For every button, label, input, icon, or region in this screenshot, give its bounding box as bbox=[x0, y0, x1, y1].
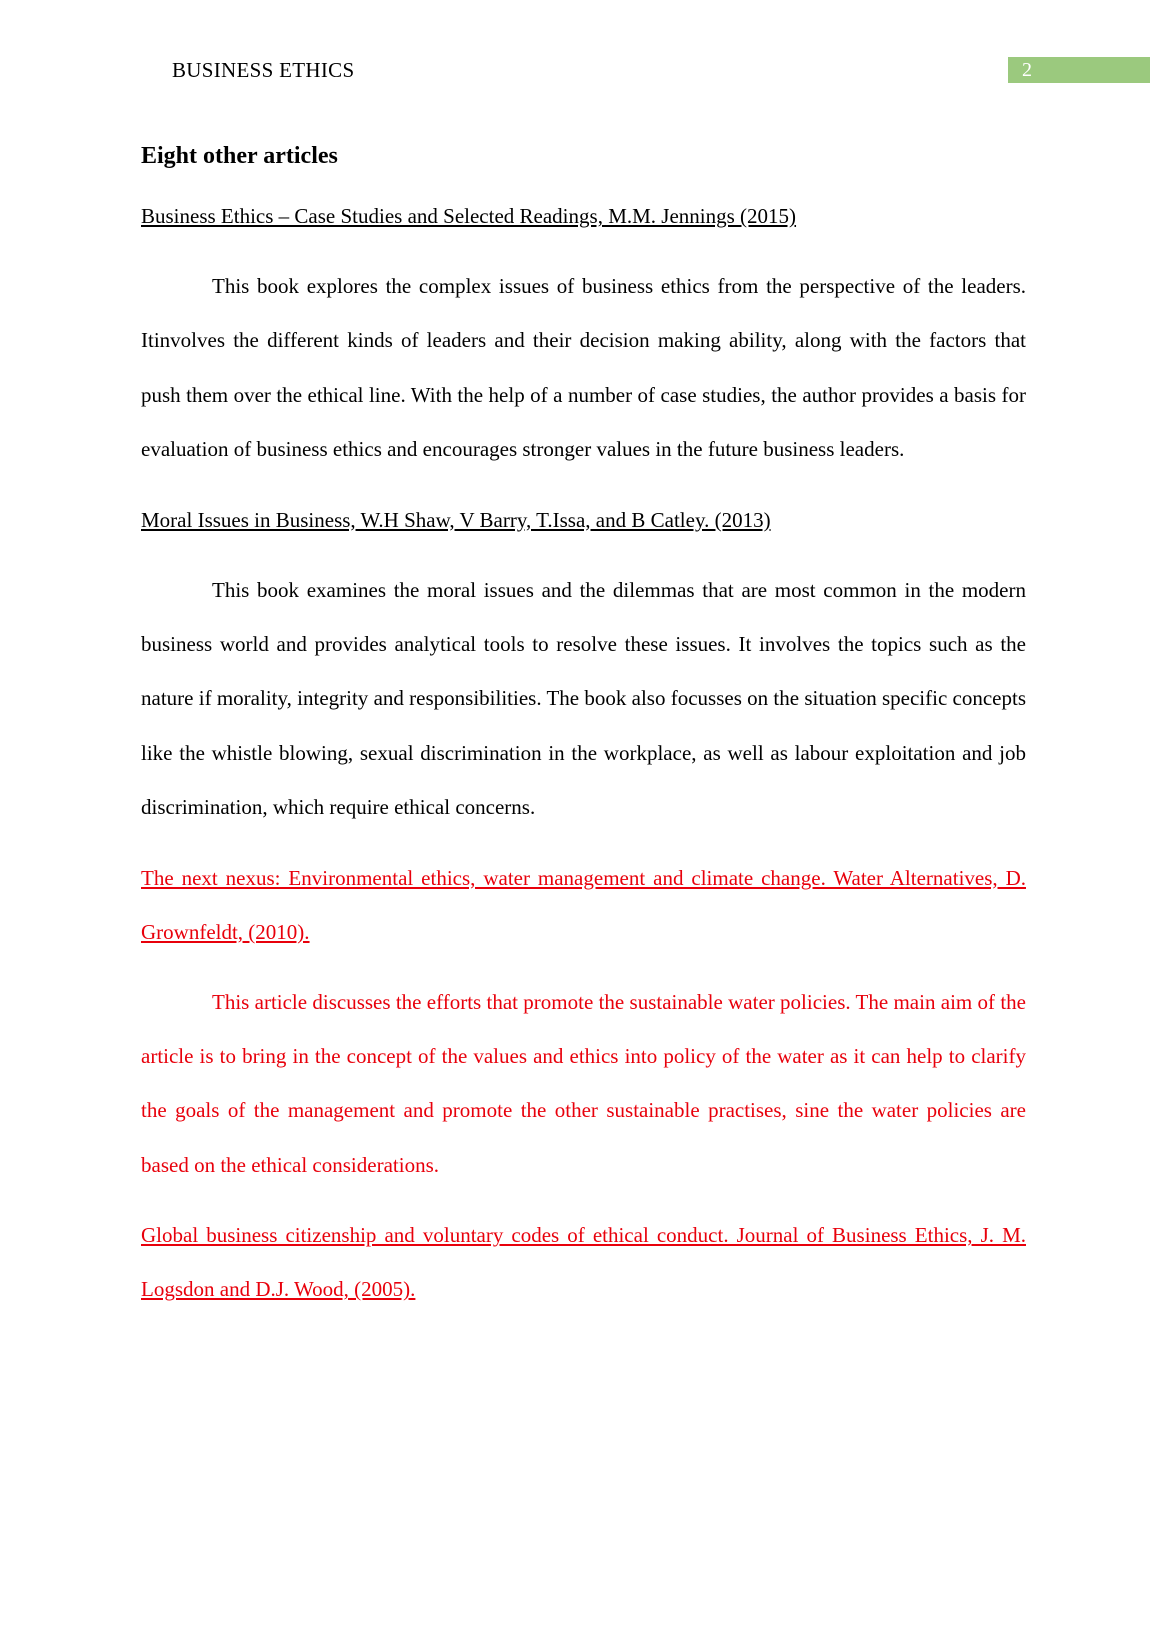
article-title-4: Global business citizenship and voluntary codes of ethical conduct. Journal of Business Ethics, J. M. Logsdon and D.J. Wood, (2005). bbox=[141, 1223, 1026, 1302]
document-body bbox=[141, 135, 1026, 1332]
article-title-2: Moral Issues in Business, W.H Shaw, V Barry, T.Issa, and B Catley. (2013) bbox=[141, 507, 771, 532]
running-header: BUSINESS ETHICS bbox=[172, 58, 355, 82]
article-summary-2: This book examines the moral issues and the dilemmas that are most common in the modern business world and provides analytical tools to resolve these issues. It involves the topics such as the nature if morality, integrity and responsibilities. The book also focusses on the situation specific concepts like the whistle blowing, sexual discrimination in the workplace, as well as labour exploitation and job discrimination, which require ethical concerns. bbox=[141, 577, 1026, 820]
section-heading: Eight other articles bbox=[141, 143, 338, 169]
article-title-1: Business Ethics – Case Studies and Selected Readings, M.M. Jennings (2015) bbox=[141, 204, 797, 228]
page-number: 2 bbox=[1008, 57, 1150, 83]
article-title-3: The next nexus: Environmental ethics, water management and climate change. Water Alternatives, D. Grownfeldt, (2010). bbox=[141, 865, 1026, 944]
article-summary-1: This book explores the complex issues of business ethics from the perspective of the leaders. Itinvolves the different kinds of leaders and their decision making ability, along with the factors that push them over the ethical line. With the help of a number of case studies, the author provides a basis for evaluation of business ethics and encourages stronger values in the future business leaders. bbox=[141, 274, 1026, 462]
article-summary-3: This article discusses the efforts that promote the sustainable water policies. The main aim of the article is to bring in the concept of the values and ethics into policy of the water as it can help to clarify the goals of the management and promote the other sustainable practises, sine the water policies are based on the ethical considerations. bbox=[141, 989, 1026, 1177]
